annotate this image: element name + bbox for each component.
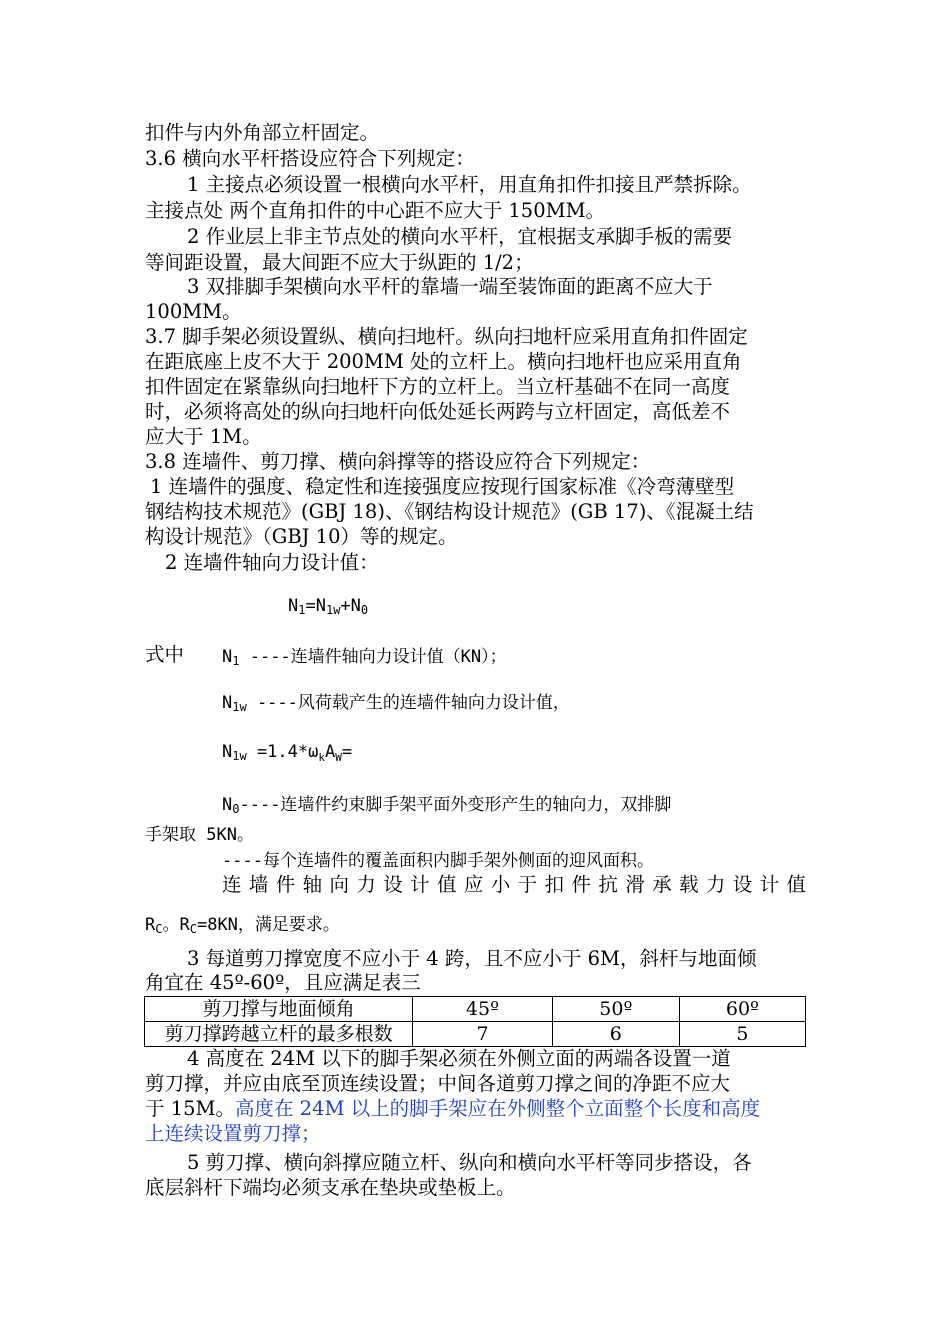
table-row xyxy=(145,1022,806,1047)
text-line: 1 主接点必须设置一根横向水平杆，用直角扣件扣接且严禁拆除。 xyxy=(187,173,752,196)
text-span: 于 15M。 xyxy=(145,1097,235,1120)
text-line: 扣件固定在紧靠纵向扫地杆下方的立杆上。当立杆基础不在同一高度 xyxy=(145,375,731,398)
formula-definition: $N_0----$连墙件约束脚手架平面外变形产生的轴向力，双排脚 xyxy=(222,795,672,816)
formula: $N_1=N_{1w}+N_0$ xyxy=(288,596,369,617)
text-line: ----每个连墙件的覆盖面积内脚手架外侧面的迎风面积。 xyxy=(222,851,654,871)
table-row xyxy=(145,997,806,1022)
text-line: 剪刀撑，并应由底至顶连续设置；中间各道剪刀撑之间的净距不应大 xyxy=(145,1072,731,1095)
text-line xyxy=(145,1096,760,1122)
section-heading: 3.8 连墙件、剪刀撑、横向斜撑等的搭设应符合下列规定： xyxy=(145,450,651,473)
table-cell: 6 xyxy=(552,1022,679,1047)
text-line: 在距底座上皮不大于 200MM 处的立杆上。横向扫地杆也应采用直角 xyxy=(145,350,742,373)
text-line: 角宜在 45º-60º，且应满足表三 xyxy=(145,971,421,994)
text-line: 钢结构技术规范》(GBJ 18)、《钢结构设计规范》(GB 17)、《混凝土结 xyxy=(145,500,754,523)
formula-definition: $N_{1w} =1.4*\omega_kA_W=$ xyxy=(222,742,353,764)
text-line: 4 高度在 24M 以下的脚手架必须在外侧立面的两端各设置一道 xyxy=(187,1047,731,1070)
section-heading: 3.6 横向水平杆搭设应符合下列规定： xyxy=(145,147,475,170)
text-line: 100MM。 xyxy=(145,300,242,323)
formula-definition: $N_1$ ----连墙件轴向力设计值（KN）； xyxy=(222,647,507,668)
table-cell: 5 xyxy=(679,1022,805,1047)
text-line: 等间距设置，最大间距不应大于纵距的 1/2； xyxy=(145,251,534,274)
formula-definition: $N_{1w}$ ----风荷载产生的连墙件轴向力设计值， xyxy=(222,693,570,714)
section-heading: 3.7 脚手架必须设置纵、横向扫地杆。纵向扫地杆应采用直角扣件固定 xyxy=(145,325,748,348)
table-cell: 剪刀撑与地面倾角 xyxy=(145,997,413,1022)
text-line: 连墙件轴向力设计值应小于扣件抗滑承载力设计值 xyxy=(222,873,806,896)
table-cell: 45º xyxy=(413,997,553,1022)
table-cell: 60º xyxy=(679,997,805,1022)
text-line: 2 连墙件轴向力设计值： xyxy=(165,551,379,574)
text-line: 3 每道剪刀撑宽度不应小于 4 跨，且不应小于 6M，斜杆与地面倾 xyxy=(187,947,757,970)
text-line: 应大于 1M。 xyxy=(145,425,262,448)
text-line: 手架取 5KN。 xyxy=(145,825,254,845)
highlighted-text: 高度在 24M 以上的脚手架应在外侧整个立面整个长度和高度 xyxy=(234,1097,761,1120)
text-line: 底层斜杆下端均必须支承在垫块或垫板上。 xyxy=(145,1176,516,1199)
rc-line: $R_C$。$R_C=8KN$，满足要求。 xyxy=(145,915,340,936)
text-line: 5 剪刀撑、横向斜撑应随立杆、纵向和横向水平杆等同步搭设，各 xyxy=(187,1151,752,1174)
table-cell: 50º xyxy=(552,997,679,1022)
formula-where-label: 式中 xyxy=(145,643,185,666)
text-line: 构设计规范》（GBJ 10）等的规定。 xyxy=(145,525,458,548)
text-line: 3 双排脚手架横向水平杆的靠墙一端至装饰面的距离不应大于 xyxy=(187,275,713,298)
table-cell: 7 xyxy=(413,1022,553,1047)
highlighted-text: 上连续设置剪刀撑； xyxy=(145,1122,321,1145)
text-line: 扣件与内外角部立杆固定。 xyxy=(145,121,380,144)
table-cell: 剪刀撑跨越立杆的最多根数 xyxy=(145,1022,413,1047)
text-line: 时，必须将高处的纵向扫地杆向低处延长两跨与立杆固定，高低差不 xyxy=(145,400,731,423)
text-line: 主接点处 两个直角扣件的中心距不应大于 150MM。 xyxy=(145,199,606,222)
angle-table xyxy=(144,996,806,1047)
text-line: 1 连墙件的强度、稳定性和连接强度应按现行国家标准《冷弯薄壁型 xyxy=(150,475,735,498)
text-line: 2 作业层上非主节点处的横向水平杆，宜根据支承脚手板的需要 xyxy=(187,225,733,248)
